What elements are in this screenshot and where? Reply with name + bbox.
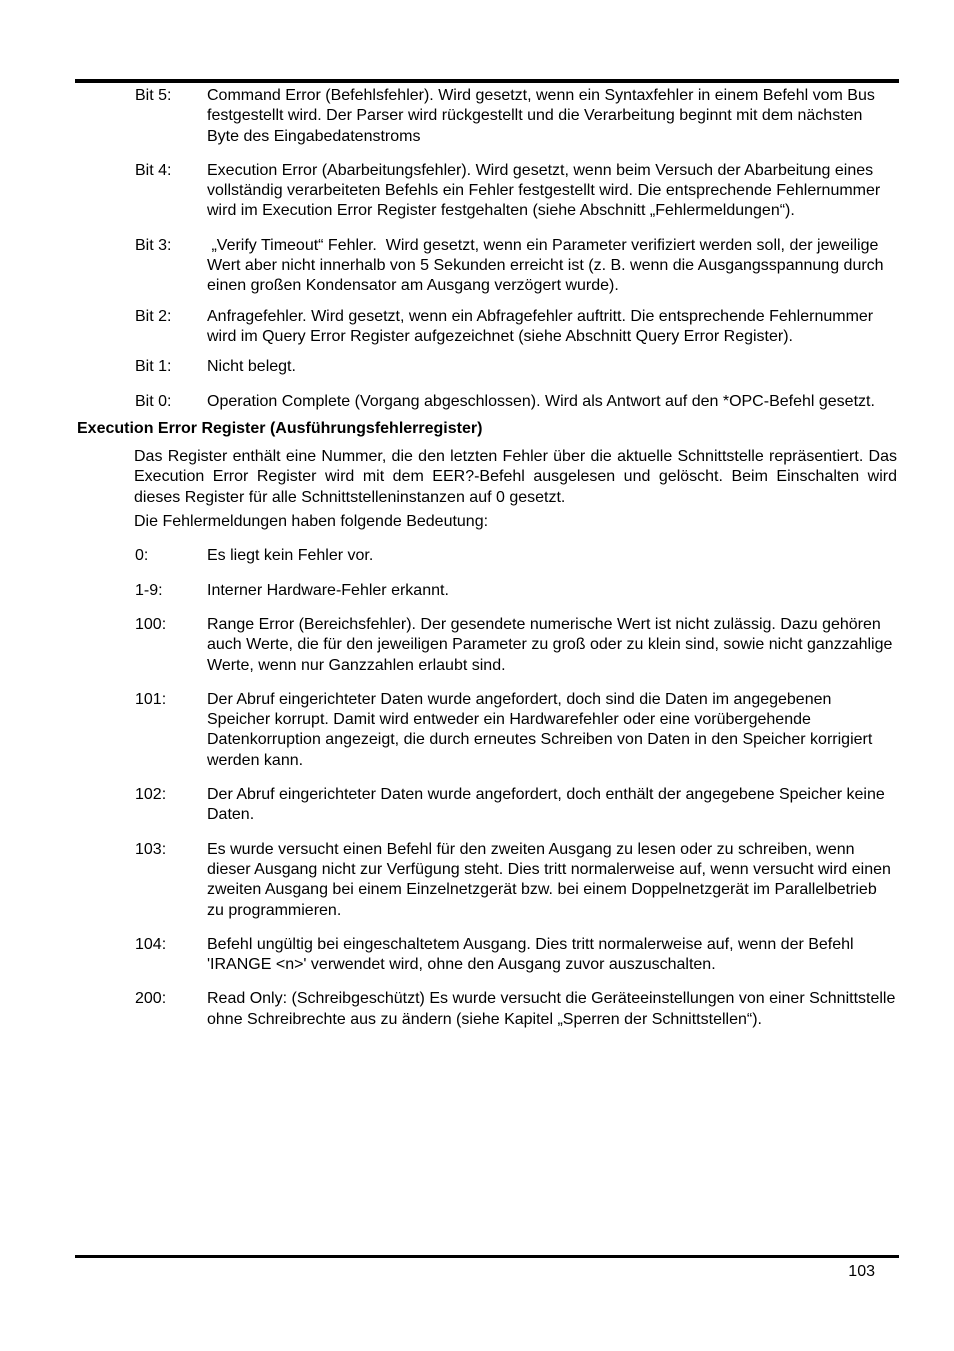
error-code-label: 100: <box>135 615 167 633</box>
error-code-1-9-entry <box>0 581 954 601</box>
error-code-label: 101: <box>135 690 167 708</box>
page-number: 103 <box>848 1263 875 1280</box>
bit-label: Bit 1: <box>135 358 172 376</box>
error-code-104-entry <box>0 935 954 976</box>
error-code-description: Read Only: (Schreibgeschützt) Es wurde versucht die Geräteeinstellungen von einer Schnittstelle ohne Schreibrechte aus zu ändern (siehe Kapitel „Sperren der Schnittstellen“). <box>207 990 896 1028</box>
bit-4-entry <box>0 161 954 222</box>
error-code-102-entry <box>0 785 954 826</box>
bit-2-entry <box>0 307 954 348</box>
error-code-label: 104: <box>135 935 167 953</box>
error-code-description: Der Abruf eingerichteter Daten wurde angefordert, doch sind die Daten im angegebenen Speicher korrupt. Damit wird entweder ein Hardwarefehler oder eine vorübergehende Datenkorruption angezeigt, die durch erneutes Schreiben von Daten in den Speicher korrigiert werden kann. <box>207 690 873 769</box>
error-code-0-entry <box>0 546 954 566</box>
error-code-description: Range Error (Bereichsfehler). Der gesendete numerische Wert ist nicht zulässig. Dazu gehören auch Werte, die für den jeweiligen Parameter zu groß oder zu klein sind, sowie nicht ganzzahlige Werte, wenn nur Ganzzahlen erlaubt sind. <box>207 615 893 674</box>
bit-description: „Verify Timeout“ Fehler. Wird gesetzt, wenn ein Parameter verifiziert werden soll, der jeweilige Wert aber nicht innerhalb von 5 Sekunden erreicht ist (z. B. wenn die Ausgangsspannung durch einen großen Kondensator am Ausgang verzögert wurde). <box>207 236 889 295</box>
error-code-103-entry <box>0 840 954 921</box>
error-code-200-entry <box>0 989 954 1030</box>
error-code-label: 102: <box>135 786 167 804</box>
error-code-label: 200: <box>135 990 167 1008</box>
bit-description: Operation Complete (Vorgang abgeschlossen). Wird als Antwort auf den *OPC-Befehl gesetzt. <box>207 392 875 410</box>
bit-description: Execution Error (Abarbeitungsfehler). Wird gesetzt, wenn beim Versuch der Abarbeitung eines vollständig verarbeiteten Befehls ein Fehler festgestellt wird. Die entsprechende Fehlernummer wird im Execution Error Register festgehalten (siehe Abschnitt „Fehlermeldungen“). <box>207 161 881 220</box>
error-code-description: Befehl ungültig bei eingeschaltetem Ausgang. Dies tritt normalerweise auf, wenn der Befehl 'IRANGE <n>' verwendet wird, ohne den Ausgang zuvor auszuschalten. <box>207 935 854 974</box>
bit-description: Command Error (Befehlsfehler). Wird gesetzt, wenn ein Syntaxfehler in einem Befehl vom Bus festgestellt wird. Der Parser wird rückgestellt und die Verarbeitung beginnt mit dem nächsten Byte des Eingabedatenstroms <box>207 87 875 145</box>
error-code-description: Es wurde versucht einen Befehl für den zweiten Ausgang zu lesen oder zu schreiben, wenn dieser Ausgang nicht zur Verfügung steht. Dies tritt normalerweise auf, wenn versucht wird einen zweiten Ausgang bei einem Einzelnetzgerät bzw. bei einem Doppelnetzgerät im Parallelbetrieb zu programmieren. <box>207 840 891 919</box>
section-heading: Execution Error Register (Ausführungsfehlerregister) <box>77 419 483 437</box>
section-paragraph: Das Register enthält eine Nummer, die den letzten Fehler über die aktuelle Schnittstelle repräsentiert. Das Execution Error Register wird mit dem EER?-Befehl ausgelesen und gelöscht. Beim Einschalten wird dieses Register für alle Schnittstelleninstanzen auf 0 gesetzt. <box>134 448 897 506</box>
bit-label: Bit 5: <box>135 87 172 104</box>
error-code-description: Interner Hardware-Fehler erkannt. <box>207 581 449 599</box>
error-code-label: 1-9: <box>135 581 163 599</box>
bit-label: Bit 4: <box>135 161 172 179</box>
top-rule <box>75 79 899 83</box>
bit-1-entry <box>0 357 954 377</box>
bit-description: Nicht belegt. <box>207 358 296 376</box>
error-code-label: 0: <box>135 547 149 565</box>
error-list-intro: Die Fehlermeldungen haben folgende Bedeutung: <box>134 513 489 531</box>
bottom-rule <box>75 1255 899 1258</box>
error-code-101-entry <box>0 690 954 771</box>
error-code-description: Es liegt kein Fehler vor. <box>207 547 374 565</box>
bit-0-entry <box>0 392 954 412</box>
bit-label: Bit 0: <box>135 392 172 410</box>
bit-3-entry <box>0 236 954 297</box>
bit-label: Bit 3: <box>135 236 172 254</box>
bit-description: Anfragefehler. Wird gesetzt, wenn ein Abfragefehler auftritt. Die entsprechende Fehlernummer wird im Query Error Register aufgezeichnet (siehe Abschnitt Query Error Register). <box>207 307 874 345</box>
bit-5-entry <box>0 86 954 147</box>
bit-label: Bit 2: <box>135 307 172 325</box>
error-code-description: Der Abruf eingerichteter Daten wurde angefordert, doch enthält der angegebene Speicher keine Daten. <box>207 786 885 824</box>
error-code-label: 103: <box>135 840 167 858</box>
error-code-100-entry <box>0 615 954 676</box>
page-content <box>0 86 954 1044</box>
